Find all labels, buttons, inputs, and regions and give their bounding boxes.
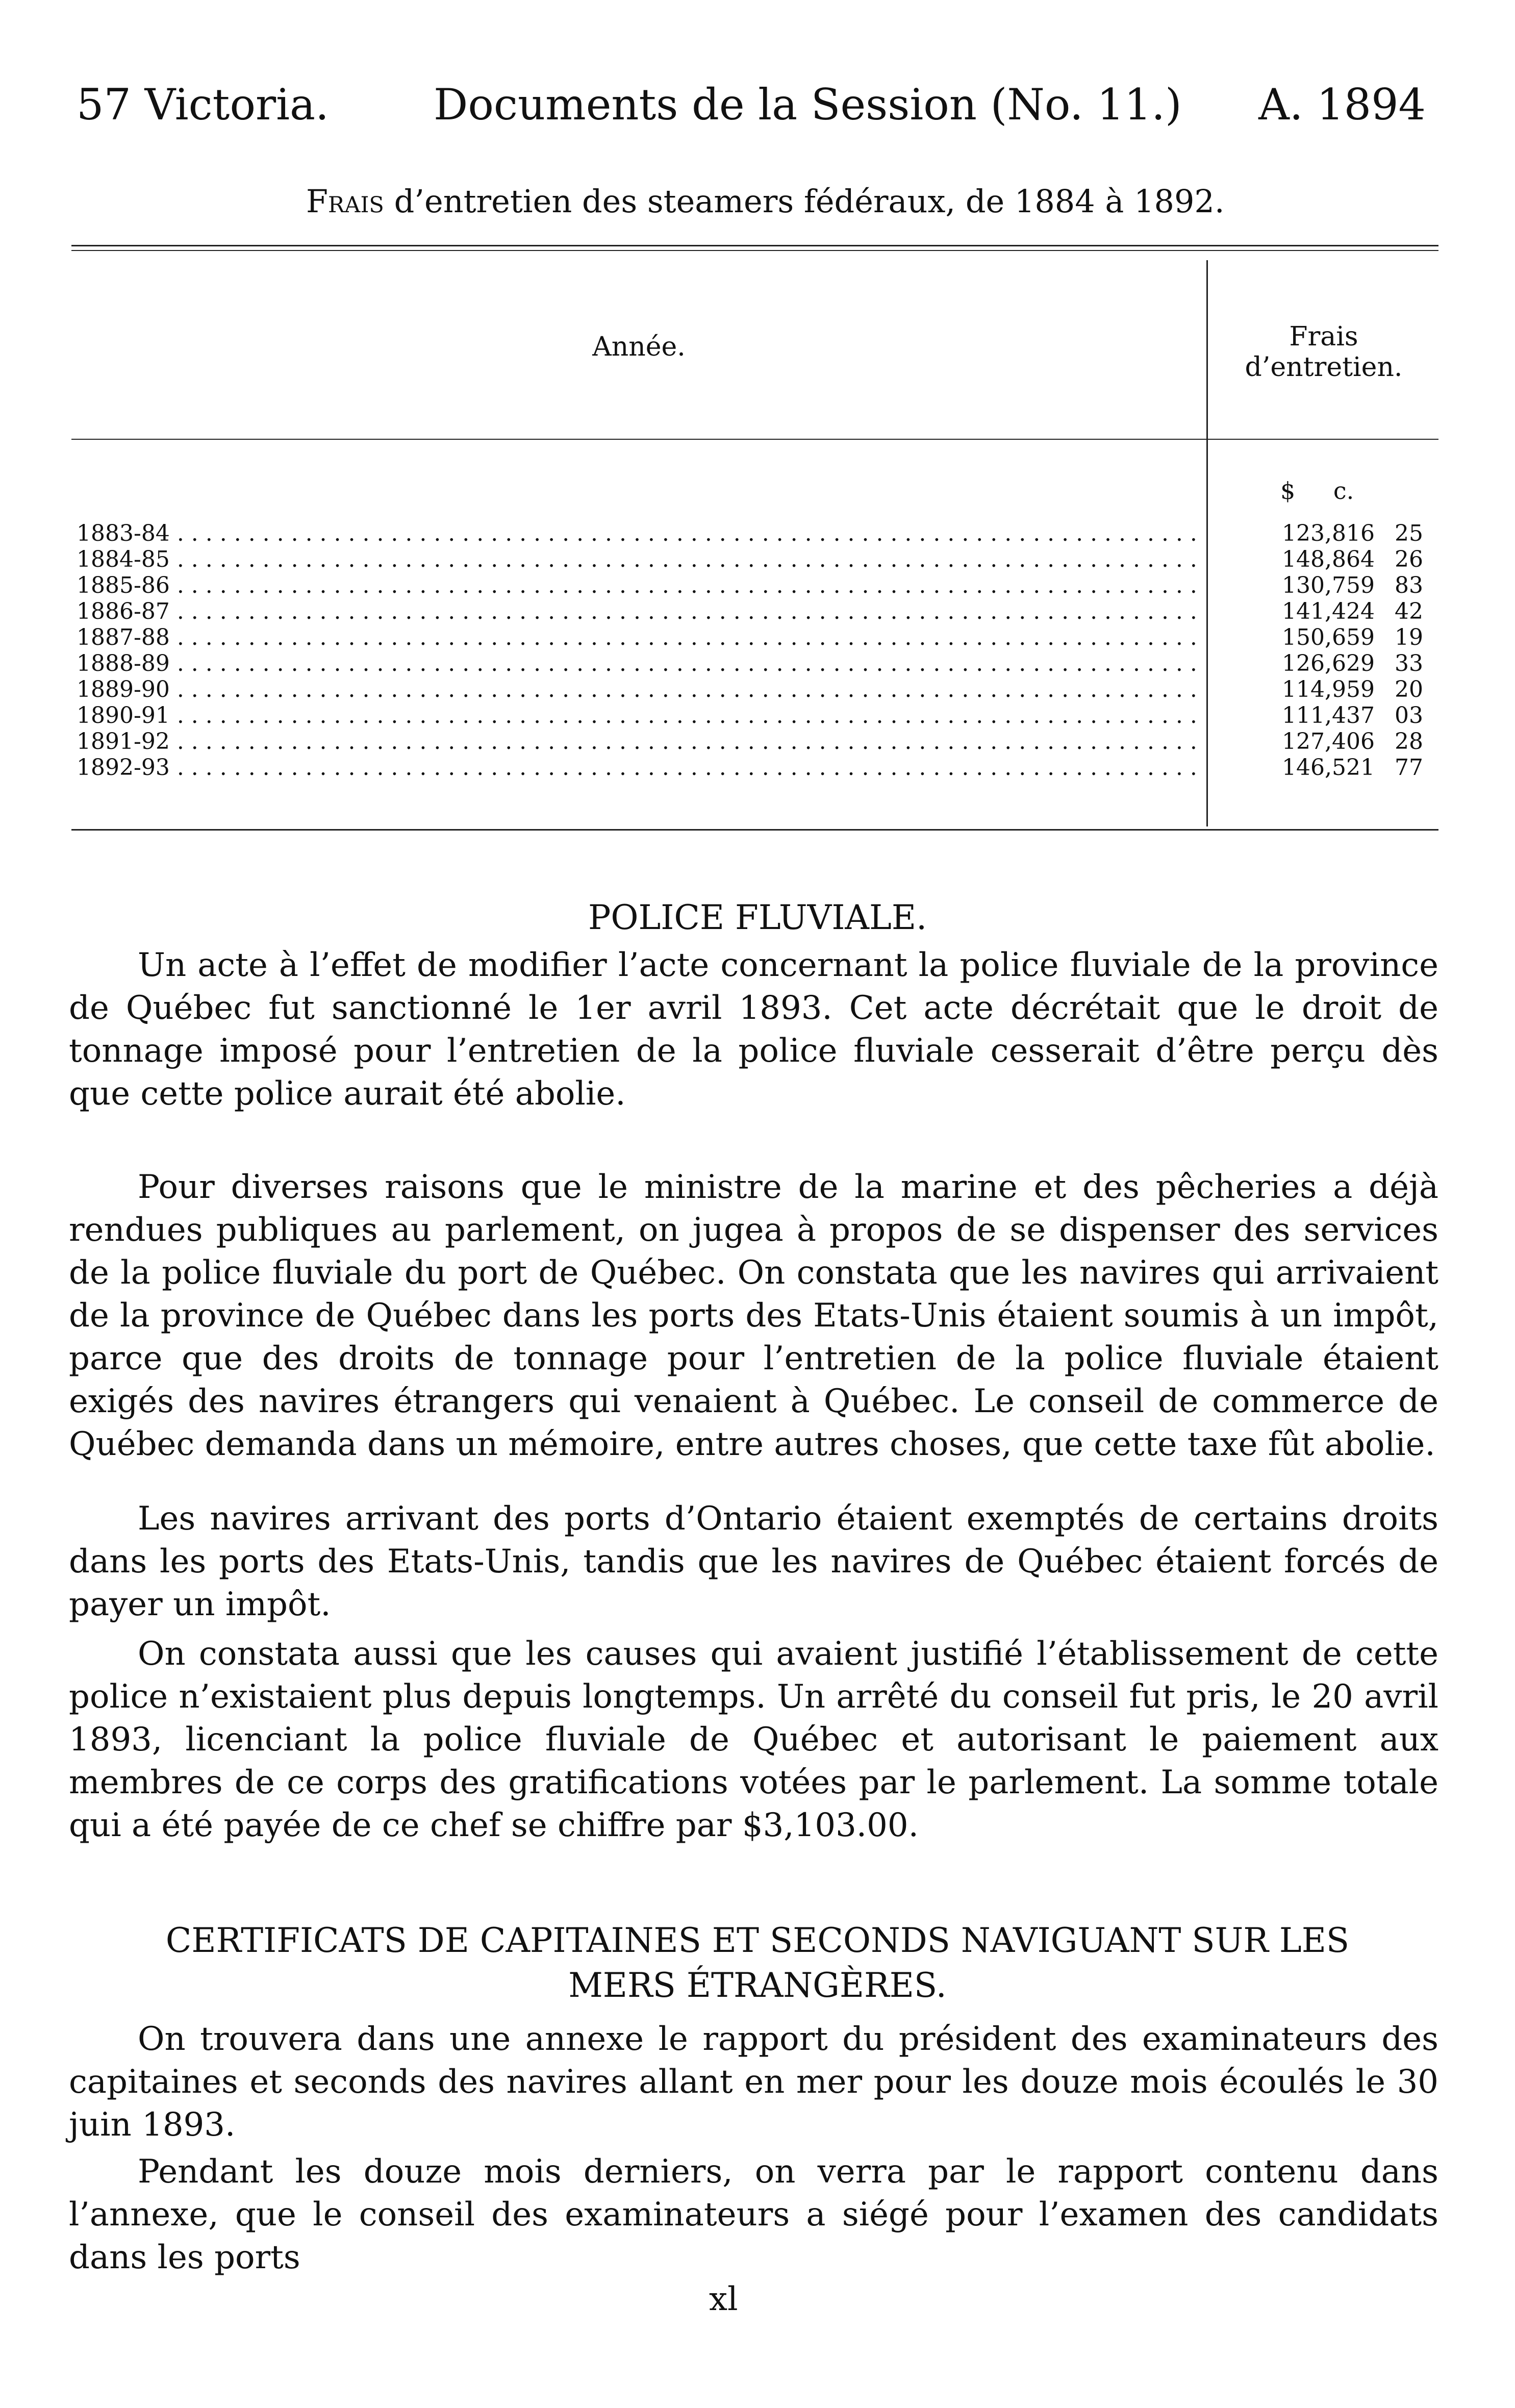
table-row [77, 624, 1438, 650]
row-cents: 20 [1395, 676, 1423, 703]
certificats-title-line1: CERTIFICATS DE CAPITAINES ET SECONDS NAVIGUANT SUR LES [165, 1921, 1350, 1960]
row-cents: 42 [1395, 598, 1423, 624]
row-dollars: 123,816 [1282, 520, 1375, 546]
row-year: 1885-86 . . . [77, 572, 1201, 598]
column-header-frais-line2: d’entretien. [1245, 352, 1403, 383]
row-dollars: 126,629 [1282, 650, 1375, 676]
table-row [77, 520, 1438, 546]
police-paragraph-3: Les navires arrivant des ports d’Ontario étaient exemptés de certains droits dans les ports des Etats-Unis, tandis que les navires de Québec étaient forcés de payer un impôt. [69, 1500, 1438, 1623]
section-title-certificats [77, 1918, 1438, 2008]
row-dollars: 150,659 [1282, 624, 1375, 650]
row-year: 1888-89 . . . [77, 650, 1201, 676]
certificats-paragraph-1: On trouvera dans une annexe le rapport du président des examinateurs des capitaines et seconds des navires allant en mer pour les douze mois écoulés le 30 juin 1893. [69, 2020, 1438, 2144]
row-cents: 83 [1395, 572, 1423, 598]
table-top-rule-double [71, 250, 1438, 251]
table-body [77, 520, 1438, 781]
row-dollars: 111,437 [1282, 703, 1375, 729]
row-dollars: 114,959 [1282, 676, 1375, 703]
header-year: A. 1894 [1258, 80, 1426, 130]
row-cents: 33 [1395, 650, 1423, 676]
units-row [1280, 477, 1354, 505]
certificats-title-line2: MERS ÉTRANGÈRES. [568, 1966, 947, 2005]
row-cents: 77 [1395, 755, 1423, 781]
table-title [306, 181, 1225, 222]
table-row [77, 650, 1438, 676]
header-title: Documents de la Session (No. 11.) [434, 80, 1182, 130]
table-top-rule [71, 245, 1438, 246]
table-bottom-rule [71, 829, 1438, 831]
row-cents: 26 [1395, 546, 1423, 572]
header-rule [71, 439, 1438, 440]
table-title-rest: d’entretien des steamers fédéraux, de 1884 à 1892. [384, 183, 1225, 220]
row-year: 1883-84 . . . [77, 520, 1201, 546]
row-dollars: 141,424 [1282, 598, 1375, 624]
row-dollars: 148,864 [1282, 546, 1375, 572]
table-row [77, 676, 1438, 703]
row-cents: 28 [1395, 729, 1423, 755]
row-cents: 03 [1395, 703, 1423, 729]
running-header [77, 77, 1426, 133]
unit-dollars: $ [1280, 477, 1296, 505]
police-paragraph-4: On constata aussi que les causes qui avaient justifié l’établissement de cette police n’existaient plus depuis longtemps. Un arrêté du conseil fut pris, le 20 avril 1893, licenciant la police fluviale de Québec et autorisant le paiement aux membres de ce corps des gratifications votées par le parlement. La somme totale qui a été payée de ce chef se chiffre par $3,103.00. [69, 1635, 1438, 1844]
row-cents: 19 [1395, 624, 1423, 650]
row-year: 1890-91 . . . [77, 703, 1201, 729]
police-paragraph-2: Pour diverses raisons que le ministre de la marine et des pêcheries a déjà rendues publiques au parlement, on jugea à propos de se dispenser des services de la police fluviale du port de Québec. On constata que les navires qui arrivaient de la province de Québec dans les ports des Etats-Unis étaient soumis à un impôt, parce que des droits de tonnage pour l’entretien de la police fluviale étaient exigés des navires étrangers qui venaient à Québec. Le conseil de commerce de Québec demanda dans un mémoire, entre autres choses, que cette taxe fût abolie. [69, 1168, 1438, 1463]
certificats-paragraph-2: Pendant les douze mois derniers, on verra par le rapport contenu dans l’annexe, que le conseil des examinateurs a siégé pour l’examen des candidats dans les ports [69, 2153, 1438, 2276]
row-year: 1891-92 . . . [77, 729, 1201, 755]
table-title-lead: Frais [306, 183, 384, 220]
row-dollars: 127,406 [1282, 729, 1375, 755]
column-header-frais [1209, 321, 1438, 383]
row-year: 1887-88 . . . [77, 624, 1201, 650]
row-year: 1892-93 . . . [77, 755, 1201, 781]
expense-table [71, 245, 1438, 832]
row-year: 1886-87 . . . [77, 598, 1201, 624]
row-dollars: 146,521 [1282, 755, 1375, 781]
column-header-year: Année. [592, 332, 686, 362]
section-title-police: POLICE FLUVIALE. [588, 898, 927, 937]
table-row [77, 729, 1438, 755]
row-cents: 25 [1395, 520, 1423, 546]
table-row [77, 703, 1438, 729]
table-row [77, 572, 1438, 598]
row-year: 1889-90 . . . [77, 676, 1201, 703]
table-row [77, 755, 1438, 781]
table-row [77, 546, 1438, 572]
row-dollars: 130,759 [1282, 572, 1375, 598]
column-header-frais-line1: Frais [1289, 321, 1358, 352]
header-volume: 57 Victoria. [77, 80, 329, 130]
unit-cents: c. [1333, 477, 1354, 505]
table-row [77, 598, 1438, 624]
row-year: 1884-85 . . . [77, 546, 1201, 572]
page-number: xl [709, 2280, 738, 2318]
police-paragraph-1: Un acte à l’effet de modifier l’acte concernant la police fluviale de la province de Québec fut sanctionné le 1er avril 1893. Cet acte décrétait que le droit de tonnage imposé pour l’entretien de la police fluviale cesserait d’être perçu dès que cette police aurait été abolie. [69, 946, 1438, 1113]
